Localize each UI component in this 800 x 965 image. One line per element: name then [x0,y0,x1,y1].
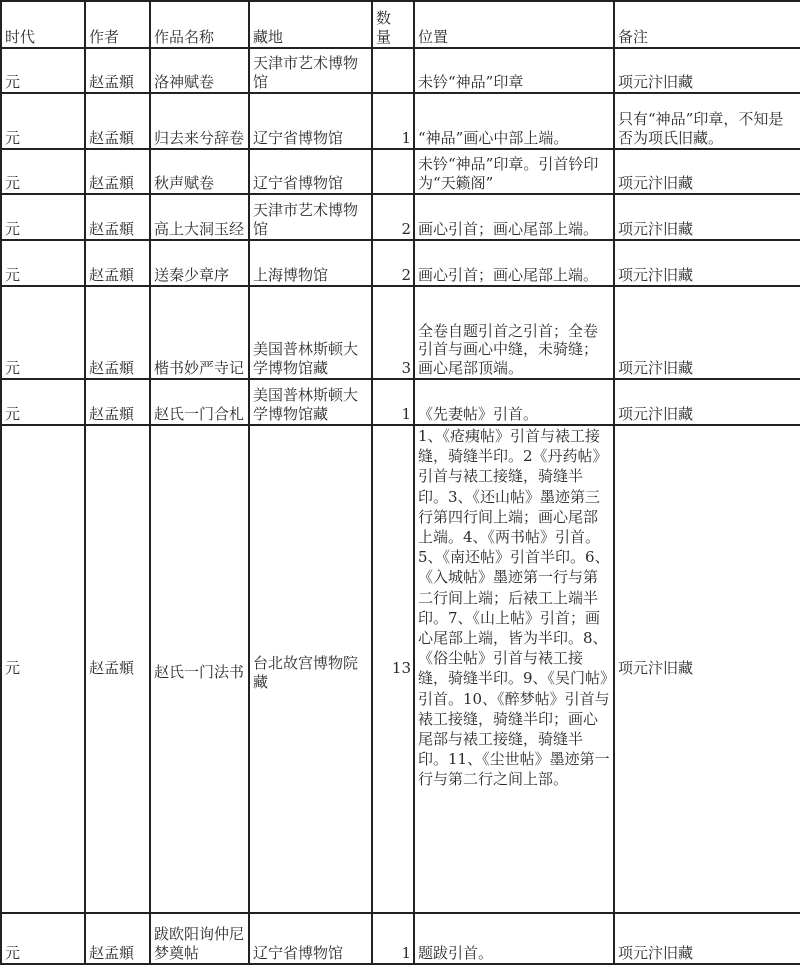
table-row [1,913,800,964]
cell-collection: 天津市艺术博物馆 [249,48,372,93]
cell-remark: 项元汴旧藏 [614,379,800,425]
cell-remark: 项元汴旧藏 [614,425,800,913]
cell-collection: 辽宁省博物馆 [249,149,372,194]
header-remark: 备注 [614,1,800,48]
cell-collection: 天津市艺术博物馆 [249,194,372,240]
cell-position: “神品”画心中部上端。 [414,93,614,149]
cell-collection: 美国普林斯顿大学博物馆藏 [249,379,372,425]
cell-count [372,48,414,93]
cell-collection: 美国普林斯顿大学博物馆藏 [249,286,372,379]
cell-count: 3 [372,286,414,379]
header-position: 位置 [414,1,614,48]
table-row [1,48,800,93]
cell-era: 元 [1,240,85,286]
cell-collection: 辽宁省博物馆 [249,913,372,964]
cell-remark: 项元汴旧藏 [614,48,800,93]
cell-era: 元 [1,913,85,964]
table-row [1,240,800,286]
cell-count: 13 [372,425,414,913]
cell-position: 画心引首；画心尾部上端。 [414,194,614,240]
cell-count: 2 [372,240,414,286]
cell-collection: 台北故宫博物院藏 [249,425,372,913]
cell-title: 洛神赋卷 [150,48,249,93]
cell-count: 1 [372,379,414,425]
cell-collection: 上海博物馆 [249,240,372,286]
cell-position: 全卷自题引首之引首；全卷引首与画心中缝，未骑缝；画心尾部顶端。 [414,286,614,379]
header-collection: 藏地 [249,1,372,48]
cell-author: 赵孟頫 [85,48,150,93]
cell-title: 秋声赋卷 [150,149,249,194]
cell-position: 未钤“神品”印章。引首钤印为“天籁阁” [414,149,614,194]
cell-title: 赵氏一门法书 [150,425,249,913]
cell-position: 《先妻帖》引首。 [414,379,614,425]
header-count: 数量 [372,1,414,48]
header-title: 作品名称 [150,1,249,48]
cell-count: 2 [372,194,414,240]
cell-title: 赵氏一门合札 [150,379,249,425]
cell-author: 赵孟頫 [85,425,150,913]
cell-author: 赵孟頫 [85,240,150,286]
cell-era: 元 [1,93,85,149]
cell-era: 元 [1,48,85,93]
cell-position: 1、《疮痍帖》引首与裱工接缝，骑缝半印。2《丹药帖》引首与裱工接缝，骑缝半印。3、《还山帖》墨迹第三行第四行间上端；画心尾部上端。4、《两书帖》引首。5、《南还帖》引首半印。6、《入城帖》墨迹第一行与第二行间上端；后裱工上端半印。7、《山上帖》引首；画心尾部上端，皆为半印。8、《俗尘帖》引首与裱工接缝，骑缝半印。9、《吴门帖》引首。10、《醉梦帖》引首与裱工接缝，骑缝半印；画心尾部与裱工接缝，骑缝半印。11、《尘世帖》墨迹第一行与第二行之间上部。 [414,425,614,913]
cell-count: 1 [372,93,414,149]
cell-era: 元 [1,149,85,194]
table-row [1,194,800,240]
cell-remark: 只有“神品”印章，不知是否为项氏旧藏。 [614,93,800,149]
cell-remark: 项元汴旧藏 [614,149,800,194]
cell-era: 元 [1,194,85,240]
cell-era: 元 [1,286,85,379]
cell-title: 楷书妙严寺记 [150,286,249,379]
table-row [1,425,800,913]
table-row [1,149,800,194]
table-row [1,286,800,379]
cell-author: 赵孟頫 [85,379,150,425]
cell-remark: 项元汴旧藏 [614,240,800,286]
cell-position: 题跋引首。 [414,913,614,964]
cell-author: 赵孟頫 [85,149,150,194]
cell-era: 元 [1,379,85,425]
cell-position: 未钤“神品”印章 [414,48,614,93]
cell-remark: 项元汴旧藏 [614,286,800,379]
header-row [1,1,800,48]
cell-collection: 辽宁省博物馆 [249,93,372,149]
cell-position: 画心引首；画心尾部上端。 [414,240,614,286]
cell-remark: 项元汴旧藏 [614,913,800,964]
cell-era: 元 [1,425,85,913]
cell-title: 高上大洞玉经 [150,194,249,240]
cell-title: 送秦少章序 [150,240,249,286]
cell-title: 归去来兮辞卷 [150,93,249,149]
cell-author: 赵孟頫 [85,913,150,964]
cell-remark: 项元汴旧藏 [614,194,800,240]
table-row [1,93,800,149]
cell-count: 1 [372,913,414,964]
header-era: 时代 [1,1,85,48]
cell-author: 赵孟頫 [85,286,150,379]
table-row [1,379,800,425]
cell-title: 跋欧阳询仲尼梦奠帖 [150,913,249,964]
cell-count [372,149,414,194]
cell-author: 赵孟頫 [85,194,150,240]
cell-author: 赵孟頫 [85,93,150,149]
header-author: 作者 [85,1,150,48]
